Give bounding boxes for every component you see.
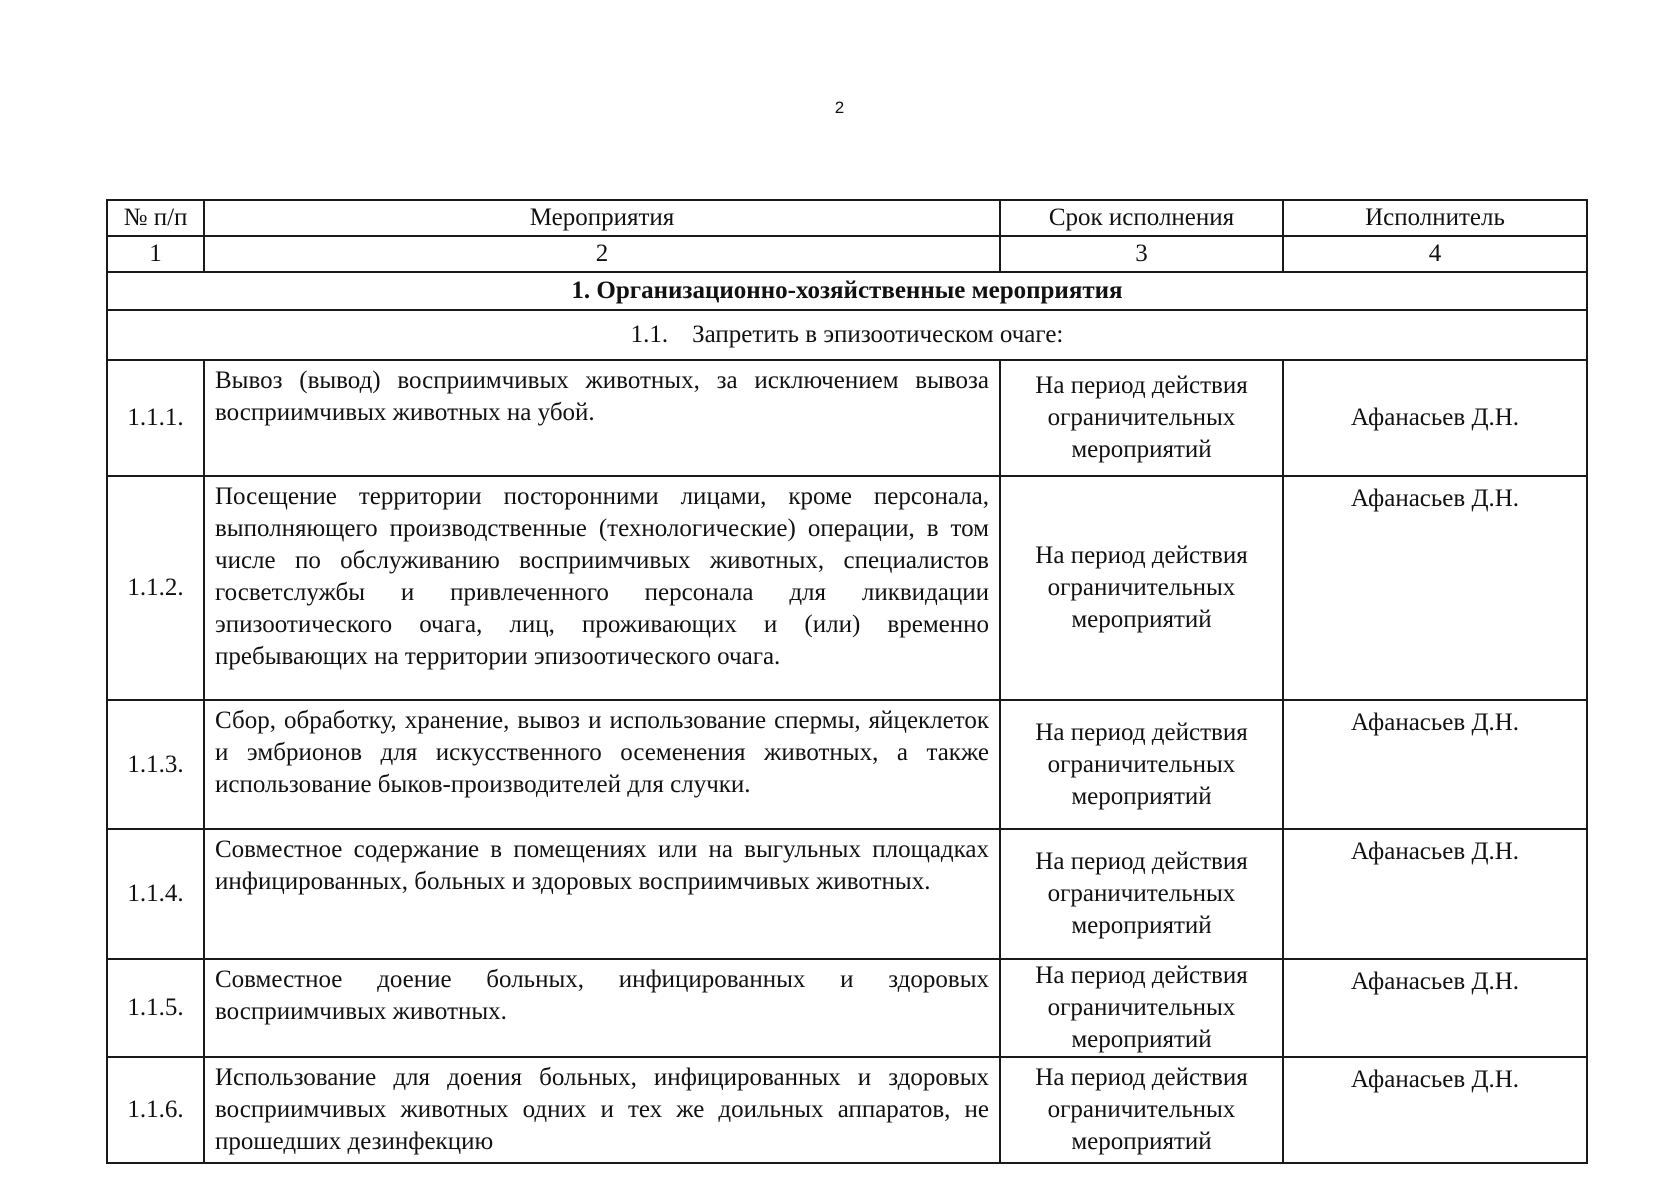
table-row bbox=[107, 829, 1587, 959]
row-term: На период действия ограничительных мероприятий bbox=[1000, 1057, 1283, 1163]
row-term: На период действия ограничительных мероприятий bbox=[1000, 959, 1283, 1057]
header-number: № п/п bbox=[107, 200, 204, 236]
subsection-cell bbox=[107, 310, 1587, 360]
row-term: На период действия ограничительных мероприятий bbox=[1000, 476, 1283, 700]
page-number: 2 bbox=[834, 98, 845, 117]
row-executor: Афанасьев Д.Н. bbox=[1283, 700, 1587, 829]
row-term: На период действия ограничительных мероприятий bbox=[1000, 700, 1283, 829]
row-number: 1.1.2. bbox=[107, 476, 204, 700]
column-number: 4 bbox=[1283, 236, 1587, 272]
header-executor: Исполнитель bbox=[1283, 200, 1587, 236]
row-measure: Посещение территории посторонними лицами, кроме персонала, выполняющего производственные (технологические) операции, в том числе по обслуживанию восприимчивых животных, специалистов госветслужбы и привлеченного персонала для ликвидации эпизоотического очага, лиц, проживающих и (или) временно пребывающих на территории эпизоотического очага. bbox=[204, 476, 1000, 700]
row-measure: Совместное содержание в помещениях или на выгульных площадках инфицированных, больных и здоровых восприимчивых животных. bbox=[204, 829, 1000, 959]
row-executor: Афанасьев Д.Н. bbox=[1283, 829, 1587, 959]
header-term: Срок исполнения bbox=[1000, 200, 1283, 236]
table-row bbox=[107, 476, 1587, 700]
row-term: На период действия ограничительных мероприятий bbox=[1000, 360, 1283, 476]
table-row bbox=[107, 1057, 1587, 1163]
row-executor: Афанасьев Д.Н. bbox=[1283, 476, 1587, 700]
column-number: 1 bbox=[107, 236, 204, 272]
subsection-title: Запретить в эпизоотическом очаге: bbox=[692, 321, 1064, 348]
section-title: 1. Организационно-хозяйственные мероприятия bbox=[107, 272, 1587, 310]
table-header-row bbox=[107, 200, 1587, 236]
header-measures: Мероприятия bbox=[204, 200, 1000, 236]
row-measure: Сбор, обработку, хранение, вывоз и использование спермы, яйцеклеток и эмбрионов для искусственного осеменения животных, а также использование быков-производителей для случки. bbox=[204, 700, 1000, 829]
row-executor: Афанасьев Д.Н. bbox=[1283, 959, 1587, 1057]
table-row bbox=[107, 700, 1587, 829]
row-number: 1.1.4. bbox=[107, 829, 204, 959]
column-number: 2 bbox=[204, 236, 1000, 272]
row-executor: Афанасьев Д.Н. bbox=[1283, 360, 1587, 476]
table-row bbox=[107, 959, 1587, 1057]
subsection-number: 1.1. bbox=[630, 321, 669, 348]
section-row bbox=[107, 272, 1587, 310]
measures-table bbox=[106, 199, 1588, 1164]
row-executor: Афанасьев Д.Н. bbox=[1283, 1057, 1587, 1163]
row-number: 1.1.5. bbox=[107, 959, 204, 1057]
column-number: 3 bbox=[1000, 236, 1283, 272]
row-number: 1.1.6. bbox=[107, 1057, 204, 1163]
row-measure: Использование для доения больных, инфицированных и здоровых восприимчивых животных одних и тех же доильных аппаратов, не прошедших дезинфекцию bbox=[204, 1057, 1000, 1163]
column-number-row bbox=[107, 236, 1587, 272]
row-measure: Совместное доение больных, инфицированных и здоровых восприимчивых животных. bbox=[204, 959, 1000, 1057]
row-measure: Вывоз (вывод) восприимчивых животных, за исключением вывоза восприимчивых животных на убой. bbox=[204, 360, 1000, 476]
table-row bbox=[107, 360, 1587, 476]
subsection-row bbox=[107, 310, 1587, 360]
row-number: 1.1.1. bbox=[107, 360, 204, 476]
row-term: На период действия ограничительных мероприятий bbox=[1000, 829, 1283, 959]
row-number: 1.1.3. bbox=[107, 700, 204, 829]
